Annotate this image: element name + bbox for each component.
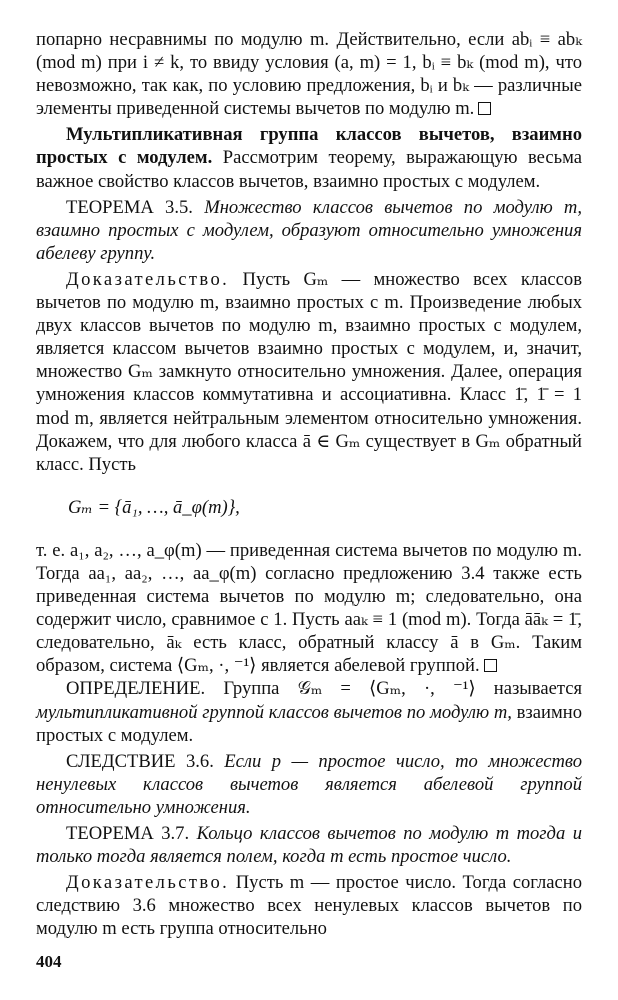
paragraph-continuation: попарно несравнимы по модулю m. Действительно, если abᵢ ≡ abₖ (mod m) при i ≠ k, то ввиду условия (a, m) = 1, bᵢ ≡ bₖ (mod m), что невозможно, так как, по условию предложения, bᵢ и bₖ — различные элементы приведенной системы вычетов по модулю m. (36, 29, 582, 120)
section-multiplicative-group: Мультипликативная группа классов вычетов, взаимно простых с модулем. Рассмотрим теорему, выражающую весьма важное свойство классов вычетов, взаимно простых с модулем. (36, 124, 582, 192)
corollary-statement: Если p — простое число, то множество ненулевых классов вычетов является абелевой группой относительно умножения. (36, 750, 583, 818)
theorem-label: ТЕОРЕМА 3.5. (66, 196, 193, 218)
definition: ОПРЕДЕЛЕНИЕ. Группа 𝒢ₘ = ⟨Gₘ, ·, ⁻¹⟩ называется мультипликативной группой классов вычетов по модулю m, взаимно простых с модулем. (36, 678, 582, 746)
definition-label: ОПРЕДЕЛЕНИЕ. (66, 678, 206, 700)
theorem-3-5 (36, 196, 582, 265)
corollary-label: СЛЕДСТВИЕ 3.6. (66, 750, 214, 772)
defined-term: мультипликативной группой классов вычетов по модулю m, (36, 701, 512, 723)
page-number: 404 (36, 952, 62, 971)
proof-label: Доказательство. (66, 872, 230, 894)
theorem-statement: Кольцо классов вычетов по модулю m тогда и только тогда является полем, когда m есть простое число. (36, 823, 582, 868)
qed-square-icon (478, 102, 491, 115)
qed-square-icon (484, 659, 497, 672)
proof-theorem-3-5: Доказательство. Пусть Gₘ — множество всех классов вычетов по модулю m, взаимно простых с m. Произведение любых двух классов вычетов по модулю m, взаимно простых с модулем, является классом вычетов взаимно простых с модулем, и, значит, множество Gₘ замкнуто относительно умножения. Далее, операция умножения классов коммутативна и ассоциативна. Класс 1̄, 1̄ = 1 mod m, является нейтральным элементом относительно умножения. Докажем, что для любого класса ā ∈ Gₘ существует в Gₘ обратный класс. Пусть (36, 268, 582, 475)
proof-label: Доказательство. (66, 268, 230, 290)
proof-continuation: т. е. a₁, a₂, …, a_φ(m) — приведенная система вычетов по модулю m. Тогда aa₁, aa₂, …, aa_φ(m) согласно предложению 3.4 также есть приведенная система вычетов по модулю m; следовательно, она содержит число, сравнимое с 1. Пусть aaₖ ≡ 1 (mod m). Тогда āāₖ = 1̄, следовательно, āₖ есть класс, обратный классу ā в Gₘ. Таким образом, система ⟨Gₘ, ·, ⁻¹⟩ является абелевой группой. (36, 539, 582, 677)
proof-theorem-3-7: Доказательство. Пусть m — простое число. Тогда согласно следствию 3.6 множество всех ненулевых классов вычетов по модулю m есть группа относительно (36, 872, 582, 940)
corollary-3-6 (36, 750, 582, 819)
theorem-label: ТЕОРЕМА 3.7. (66, 823, 190, 844)
theorem-statement: Множество классов вычетов по модулю m, взаимно простых с модулем, образуют относительно умножения абелеву группу. (36, 196, 583, 264)
theorem-3-7 (36, 822, 582, 868)
display-formula: Gₘ = {ā₁, …, ā_φ(m)}, (68, 496, 240, 518)
section-heading: Мультипликативная группа классов вычетов, взаимно простых с модулем. (36, 124, 582, 169)
page-body (36, 28, 582, 940)
